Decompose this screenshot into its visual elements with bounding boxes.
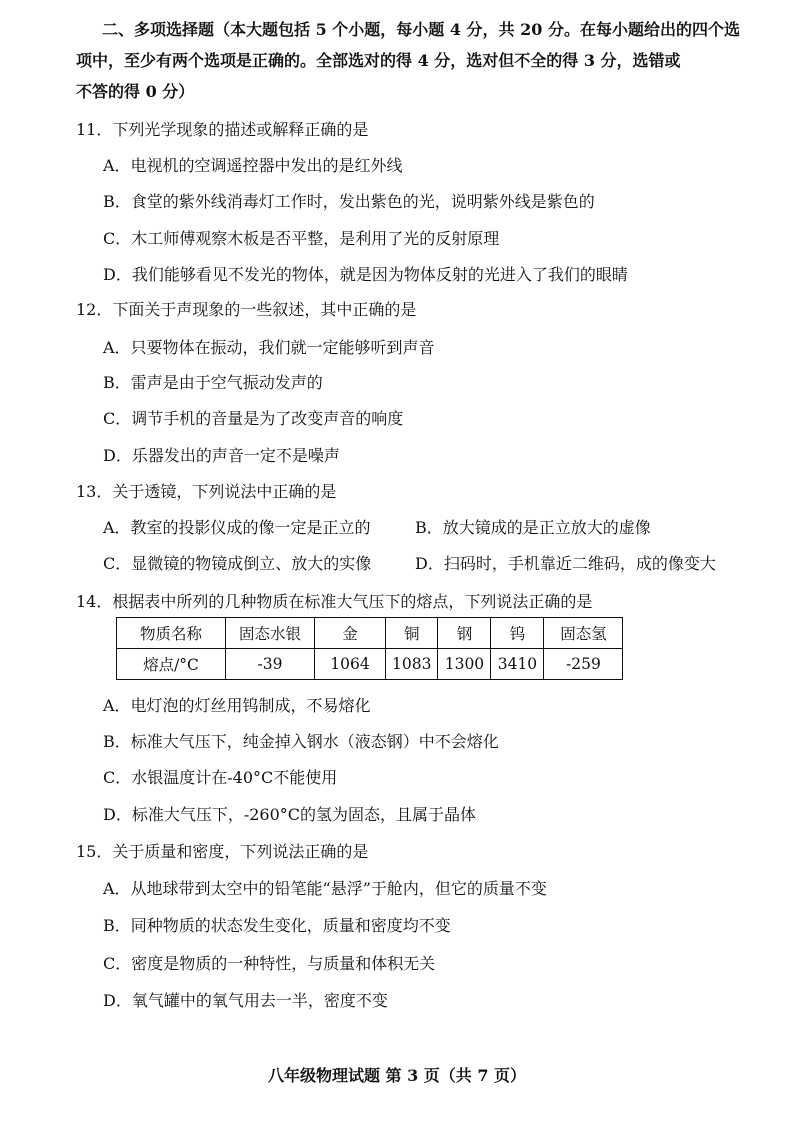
table-cell: 金: [315, 618, 386, 649]
table-cell: 铜: [386, 618, 438, 649]
table-cell: 固态水银: [226, 618, 315, 649]
table-cell: 固态氢: [544, 618, 623, 649]
question-15-option-b: B．同种物质的状态发生变化，质量和密度均不变: [103, 916, 451, 935]
question-14-option-d: D．标准大气压下，-260°C的氢为固态，且属于晶体: [103, 805, 477, 824]
table-cell: 熔点/°C: [117, 649, 226, 680]
section-header-line: 不答的得 0 分）: [76, 82, 195, 101]
table-header-row: [117, 618, 623, 649]
question-11-option-b: B．食堂的紫外线消毒灯工作时，发出紫色的光，说明紫外线是紫色的: [103, 192, 595, 211]
table-cell: 物质名称: [117, 618, 226, 649]
section-header-line: 二、多项选择题（本大题包括 5 个小题，每小题 4 分，共 20 分。在每小题给出的四个选: [102, 20, 740, 39]
table-cell: 钢: [438, 618, 491, 649]
question-13-option-c: C．显微镜的物镜成倒立、放大的实像: [103, 554, 372, 573]
question-15-stem: 15．关于质量和密度，下列说法正确的是: [76, 842, 369, 861]
section-header: [76, 14, 766, 107]
question-13-option-a: A．教室的投影仪成的像一定是正立的: [103, 518, 371, 537]
question-12-option-d: D．乐器发出的声音一定不是噪声: [103, 446, 340, 465]
question-11-option-d: D．我们能够看见不发光的物体，就是因为物体反射的光进入了我们的眼睛: [103, 265, 628, 284]
question-15-option-d: D．氧气罐中的氧气用去一半，密度不变: [103, 991, 388, 1010]
question-11-option-a: A．电视机的空调遥控器中发出的是红外线: [103, 156, 403, 175]
table-cell: 1064: [315, 649, 386, 680]
page-footer: 八年级物理试题 第 3 页（共 7 页）: [267, 1066, 527, 1085]
table-cell: -39: [226, 649, 315, 680]
question-14-option-b: B．标准大气压下，纯金掉入钢水（液态钢）中不会熔化: [103, 732, 499, 751]
question-11-stem: 11．下列光学现象的描述或解释正确的是: [76, 120, 369, 139]
question-12-option-a: A．只要物体在振动，我们就一定能够听到声音: [103, 338, 435, 357]
melting-point-table: [116, 617, 623, 680]
question-14-stem: 14．根据表中所列的几种物质在标准大气压下的熔点，下列说法正确的是: [76, 592, 593, 611]
table-cell: 3410: [491, 649, 544, 680]
question-13-option-d: D．扫码时，手机靠近二维码，成的像变大: [415, 554, 716, 573]
table-cell: 钨: [491, 618, 544, 649]
question-15-option-c: C．密度是物质的一种特性，与质量和体积无关: [103, 954, 436, 973]
question-14-option-a: A．电灯泡的灯丝用钨制成，不易熔化: [103, 696, 371, 715]
question-13-option-b: B．放大镜成的是正立放大的虚像: [415, 518, 651, 537]
table-cell: 1300: [438, 649, 491, 680]
table-cell: 1083: [386, 649, 438, 680]
table-cell: -259: [544, 649, 623, 680]
question-11-option-c: C．木工师傅观察木板是否平整，是利用了光的反射原理: [103, 229, 500, 248]
question-12-option-c: C．调节手机的音量是为了改变声音的响度: [103, 409, 404, 428]
question-12-option-b: B．雷声是由于空气振动发声的: [103, 373, 323, 392]
table-row: [117, 649, 623, 680]
question-15-option-a: A．从地球带到太空中的铅笔能“悬浮”于舱内，但它的质量不变: [103, 879, 547, 898]
question-12-stem: 12．下面关于声现象的一些叙述，其中正确的是: [76, 300, 417, 319]
question-13-stem: 13．关于透镜，下列说法中正确的是: [76, 482, 337, 501]
question-14-option-c: C．水银温度计在-40°C不能使用: [103, 768, 338, 787]
section-header-line: 项中，至少有两个选项是正确的。全部选对的得 4 分，选对但不全的得 3 分，选错或: [76, 51, 681, 70]
